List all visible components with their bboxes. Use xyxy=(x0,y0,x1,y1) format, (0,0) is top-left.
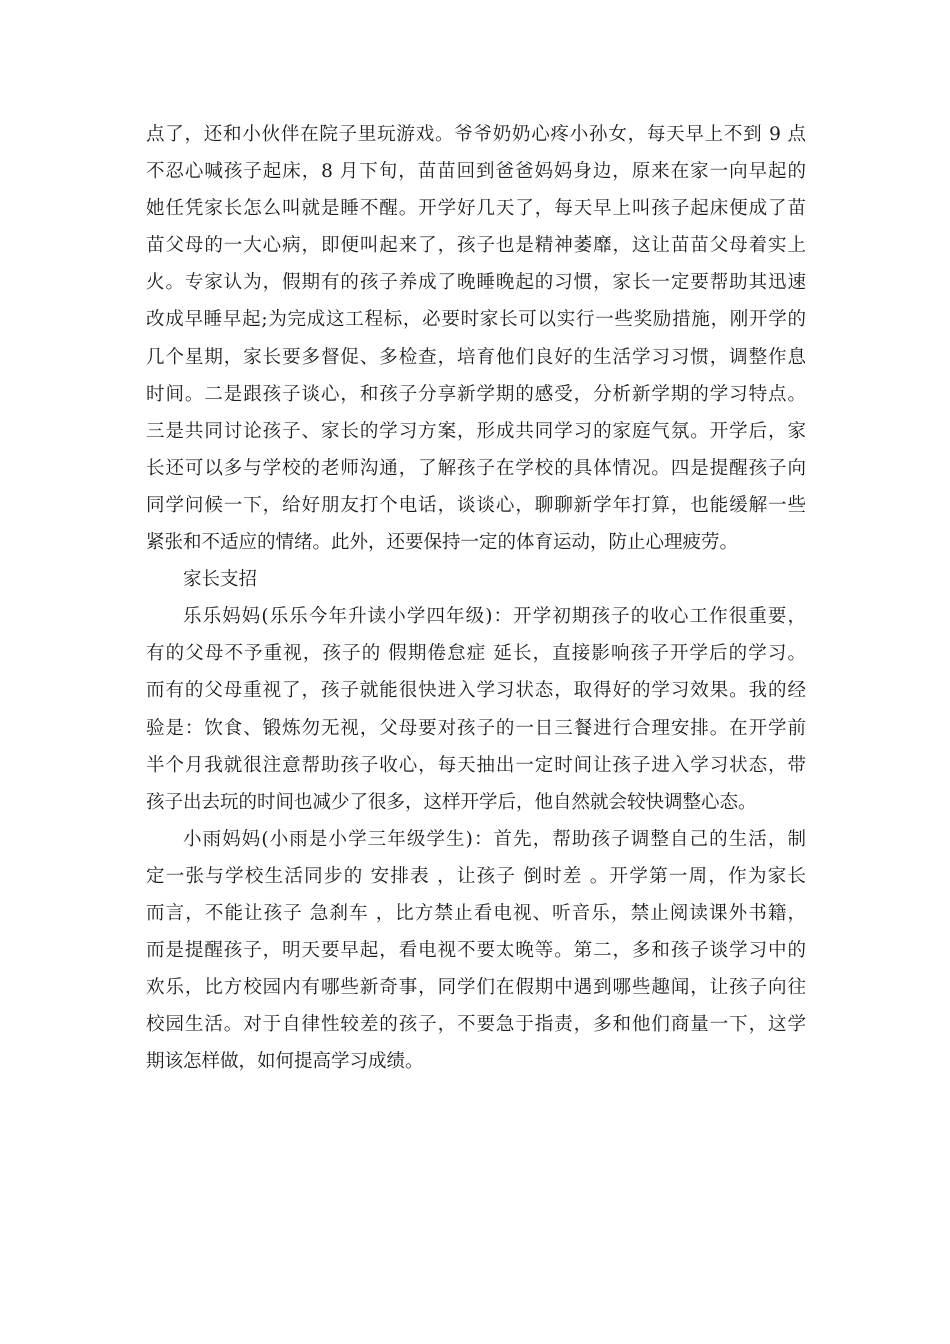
text-line: 紧张和不适应的情绪。此外，还要保持一定的体育运动，防止心理疲劳。 xyxy=(146,532,739,554)
body-text xyxy=(146,116,806,1080)
text-line: 而是提醒孩子，明天要早起，看电视不要太晚等。第二，多和孩子谈学习中的 xyxy=(146,940,806,962)
paragraph-first-line: 家长支招 xyxy=(183,569,258,591)
text-line: 苗父母的一大心病，即便叫起来了，孩子也是精神萎靡，这让苗苗父母着实上 xyxy=(146,235,806,257)
text-line: 验是：饮食、锻炼勿无视，父母要对孩子的一日三餐进行合理安排。在开学前 xyxy=(146,717,806,739)
text-line: 三是共同讨论孩子、家长的学习方案，形成共同学习的家庭气氛。开学后，家 xyxy=(146,420,806,442)
text-line: 定一张与学校生活同步的 安排表 ，让孩子 倒时差 。开学第一周，作为家长 xyxy=(146,865,806,887)
text-line: 欢乐，比方校园内有哪些新奇事，同学们在假期中遇到哪些趣闻，让孩子向往 xyxy=(146,977,806,999)
text-line: 火。专家认为，假期有的孩子养成了晚睡晚起的习惯，家长一定要帮助其迅速 xyxy=(146,272,806,294)
text-line: 有的父母不予重视，孩子的 假期倦怠症 延长，直接影响孩子开学后的学习。 xyxy=(146,643,806,665)
text-line: 同学问候一下，给好朋友打个电话，谈谈心，聊聊新学年打算，也能缓解一些 xyxy=(146,494,806,516)
text-line: 改成早睡早起;为完成这工程标，必要时家长可以实行一些奖励措施，刚开学的 xyxy=(146,309,806,331)
text-line: 点了，还和小伙伴在院子里玩游戏。爷爷奶奶心疼小孙女，每天早上不到 9 点 xyxy=(146,124,806,145)
text-line: 期该怎样做，如何提高学习成绩。 xyxy=(146,1051,424,1073)
text-line: 而有的父母重视了，孩子就能很快进入学习状态，取得好的学习效果。我的经 xyxy=(146,680,806,702)
text-line: 她任凭家长怎么叫就是睡不醒。开学好几天了，每天早上叫孩子起床便成了苗 xyxy=(146,198,806,220)
text-line: 孩子出去玩的时间也减少了很多，这样开学后，他自然就会较快调整心态。 xyxy=(146,791,757,813)
paragraph-first-line: 乐乐妈妈(乐乐今年升读小学四年级)：开学初期孩子的收心工作很重要， xyxy=(183,606,806,628)
text-line: 不忍心喊孩子起床，8 月下旬，苗苗回到爸爸妈妈身边，原来在家一向早起的 xyxy=(146,161,806,183)
paragraph-first-line: 小雨妈妈(小雨是小学三年级学生)：首先，帮助孩子调整自己的生活，制 xyxy=(183,828,806,850)
text-line: 校园生活。对于自律性较差的孩子，不要急于指责，多和他们商量一下，这学 xyxy=(146,1014,806,1036)
text-line: 而言，不能让孩子 急刹车 ，比方禁止看电视、听音乐，禁止阅读课外书籍， xyxy=(146,902,806,924)
text-line: 几个星期，家长要多督促、多检查，培育他们良好的生活学习习惯，调整作息 xyxy=(146,346,806,368)
text-line: 时间。二是跟孩子谈心，和孩子分享新学期的感受，分析新学期的学习特点。 xyxy=(146,383,806,405)
text-line: 长还可以多与学校的老师沟通，了解孩子在学校的具体情况。四是提醒孩子向 xyxy=(146,457,806,479)
text-line: 半个月我就很注意帮助孩子收心，每天抽出一定时间让孩子进入学习状态，带 xyxy=(146,754,806,776)
